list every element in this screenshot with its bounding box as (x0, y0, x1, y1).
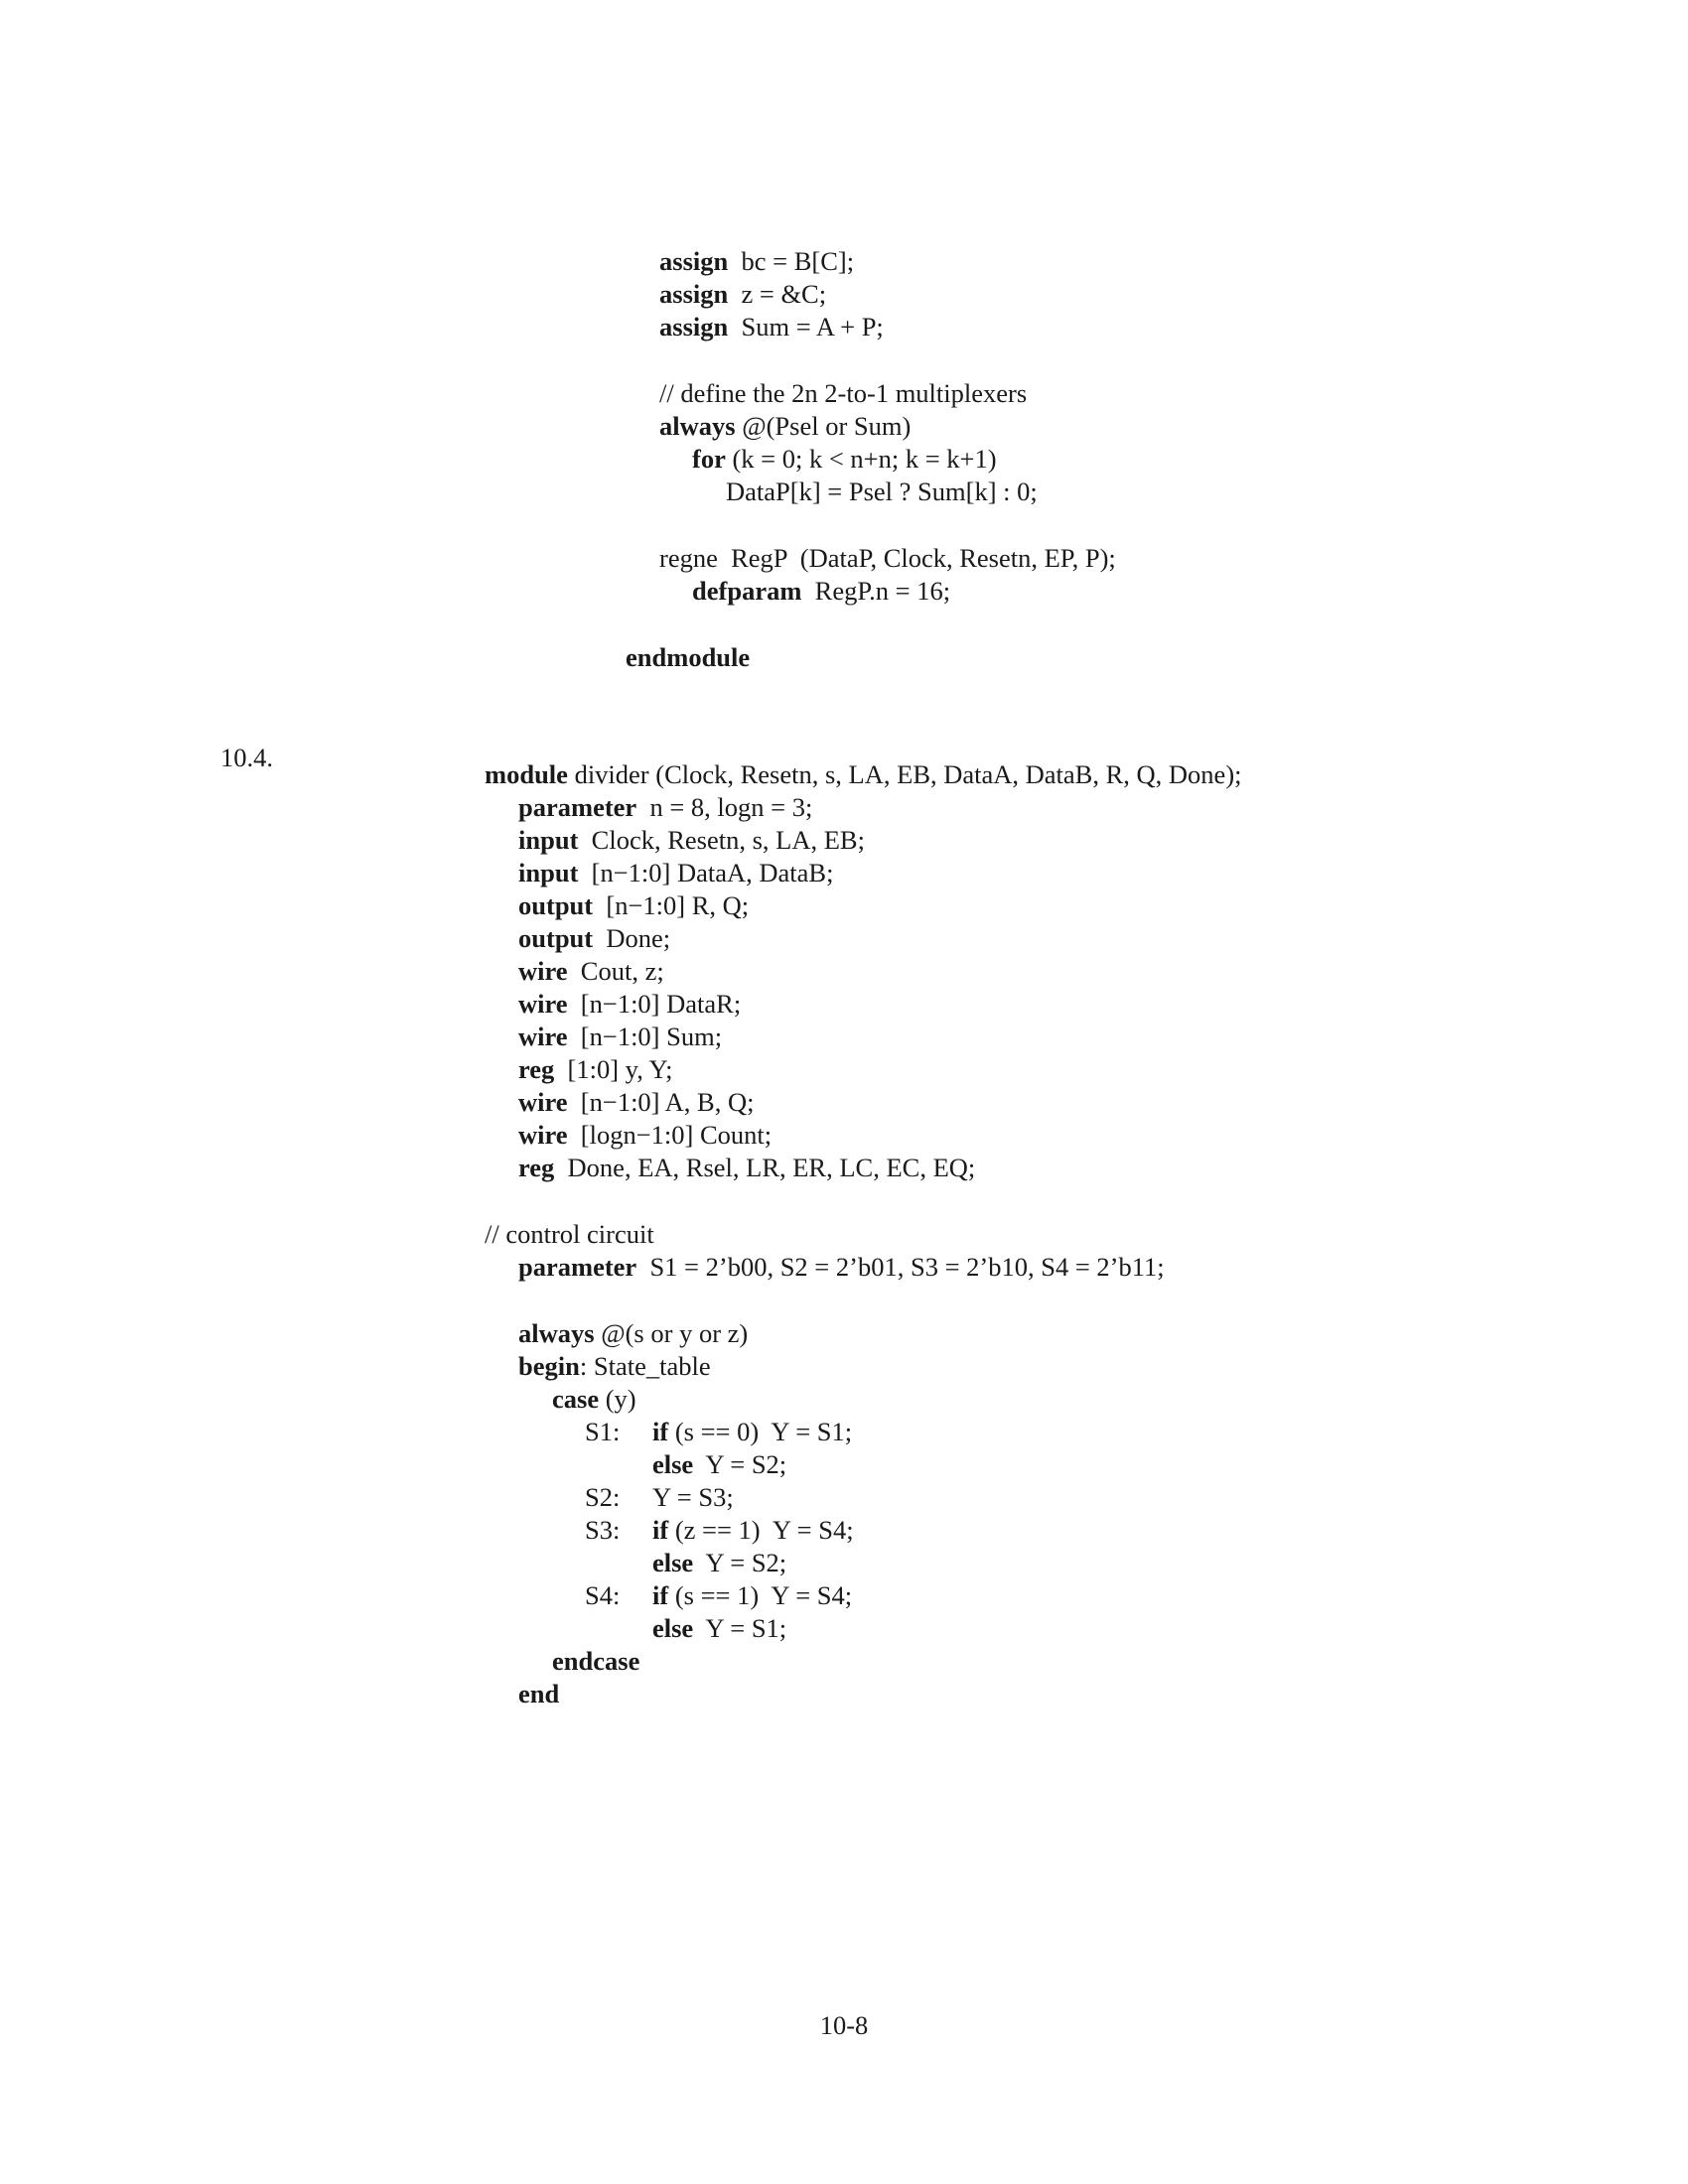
page-number: 10-8 (819, 2010, 869, 2040)
case-label: S3: (585, 1515, 621, 1545)
code-line: reg [1:0] y, Y; (518, 1054, 673, 1084)
code-line: for (k = 0; k < n+n; k = k+1) (692, 444, 997, 474)
code-line: case (y) (552, 1384, 636, 1414)
code-line: else Y = S2; (652, 1449, 787, 1479)
code-line: defparam RegP.n = 16; (692, 576, 951, 606)
code-line: else Y = S2; (652, 1548, 787, 1577)
code-line: Y = S3; (652, 1482, 734, 1512)
code-line: endcase (552, 1646, 640, 1676)
code-line: if (s == 0) Y = S1; (652, 1417, 853, 1446)
code-line: DataP[k] = Psel ? Sum[k] : 0; (726, 477, 1038, 506)
code-line: begin: State_table (518, 1351, 711, 1381)
code-line: output Done; (518, 923, 671, 953)
code-line: if (z == 1) Y = S4; (652, 1515, 854, 1545)
code-line: parameter S1 = 2’b00, S2 = 2’b01, S3 = 2’b10, S4 = 2’b11; (518, 1252, 1165, 1282)
code-line: if (s == 1) Y = S4; (652, 1580, 853, 1610)
code-line: wire [n−1:0] A, B, Q; (518, 1087, 755, 1117)
code-line: regne RegP (DataP, Clock, Resetn, EP, P); (659, 543, 1116, 573)
code-comment: // define the 2n 2-to-1 multiplexers (659, 378, 1028, 408)
code-line: end (518, 1679, 560, 1708)
code-line: assign z = &C; (659, 279, 827, 309)
case-label: S2: (585, 1482, 621, 1512)
code-line: assign Sum = A + P; (659, 312, 884, 341)
case-label: S1: (585, 1417, 621, 1446)
code-line: parameter n = 8, logn = 3; (518, 792, 813, 822)
code-line: wire Cout, z; (518, 956, 664, 986)
code-line: wire [n−1:0] DataR; (518, 989, 742, 1019)
code-line: module divider (Clock, Resetn, s, LA, EB, DataA, DataB, R, Q, Done); (485, 759, 1242, 789)
code-line: always @(s or y or z) (518, 1318, 749, 1348)
case-label: S4: (585, 1580, 621, 1610)
code-line: input Clock, Resetn, s, LA, EB; (518, 825, 865, 855)
code-comment: // control circuit (485, 1219, 654, 1249)
code-line: wire [n−1:0] Sum; (518, 1022, 723, 1051)
code-line: else Y = S1; (652, 1613, 787, 1643)
code-line: endmodule (626, 642, 751, 672)
section-number: 10.4. (220, 743, 273, 772)
code-line: input [n−1:0] DataA, DataB; (518, 858, 834, 887)
code-line: assign bc = B[C]; (659, 246, 855, 276)
code-line: reg Done, EA, Rsel, LR, ER, LC, EC, EQ; (518, 1153, 976, 1182)
code-line: always @(Psel or Sum) (659, 411, 912, 441)
code-line: wire [logn−1:0] Count; (518, 1120, 773, 1150)
code-line: output [n−1:0] R, Q; (518, 890, 750, 920)
